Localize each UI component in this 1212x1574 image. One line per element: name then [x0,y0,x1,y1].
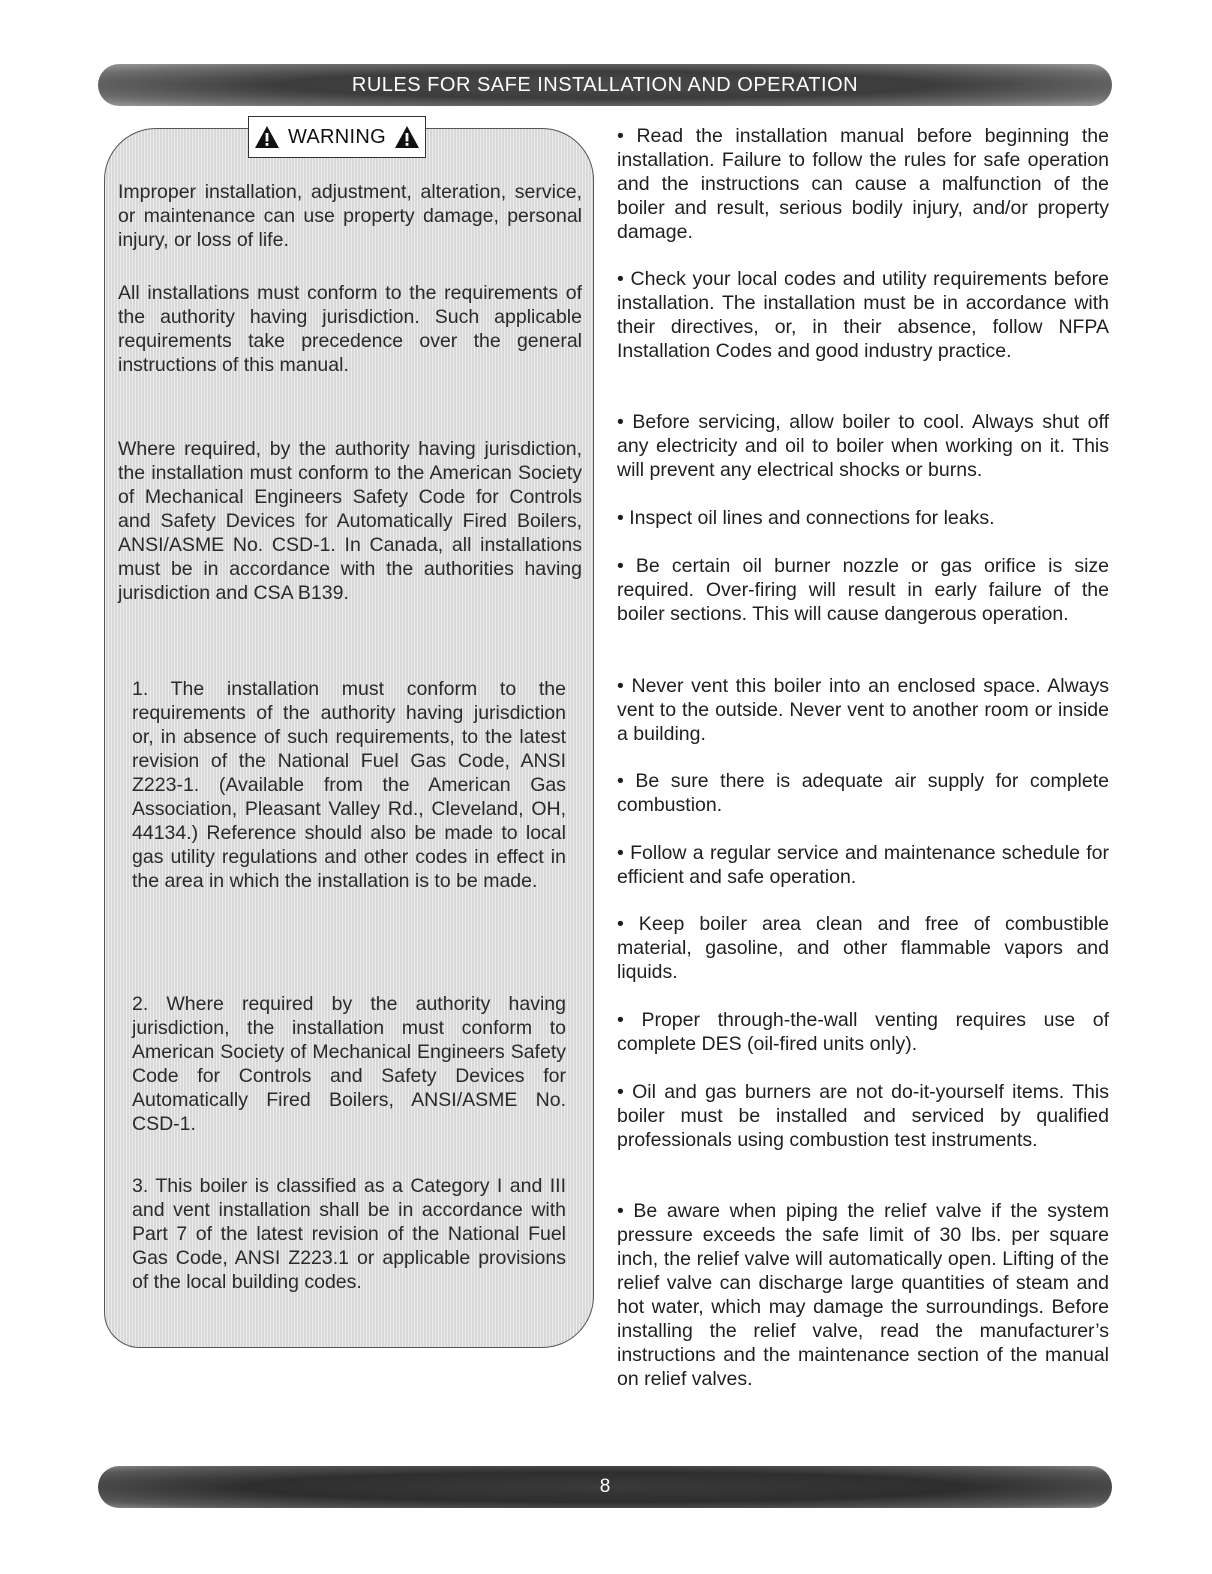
warning-list-item: 1. The installation must conform to the requirements of the authority having jurisdiction or, in absence of such requirements, to the latest revision of the National Fuel Gas Code, ANSI Z223-1. (Available from the American Gas Association, Pleasant Valley Rd., Cleveland, OH, 44134.) Reference should also be made to local gas utility regulations and other codes in effect in the area in which the installation is to be made. [132,678,566,892]
rule-item: • Before servicing, allow boiler to cool. Always shut off any electricity and oil to boiler when working on it. This will prevent any electrical shocks or burns. [617,411,1109,481]
warning-list-item: 2. Where required by the authority having jurisdiction, the installation must conform to American Society of Mechanical Engineers Safety Code for Controls and Safety Devices for Automatically Fired Boilers, ANSI/ASME No. CSD-1. [132,993,566,1135]
warning-list-item: 3. This boiler is classified as a Category I and III and vent installation shall be in accordance with Part 7 of the latest revision of the National Fuel Gas Code, ANSI Z223.1 or applicable provisions of the local building codes. [132,1175,566,1293]
warning-header [248,116,426,158]
rule-item: • Proper through-the-wall venting requires use of complete DES (oil-fired units only). [617,1009,1109,1055]
rule-item: • Be aware when piping the relief valve if the system pressure exceeds the safe limit of 30 lbs. per square inch, the relief valve will automatically open. Lifting of the relief valve can discharge large quantities of steam and hot water, which may damage the surroundings. Before installing the relief valve, read the manufacturer’s instructions and the maintenance section of the manual on relief valves. [617,1200,1109,1390]
warning-paragraph: All installations must conform to the requirements of the authority having jurisdiction. Such applicable requirements take precedence over the general instructions of this manual. [118,282,582,376]
section-banner [98,64,1112,106]
warning-paragraph: Improper installation, adjustment, alteration, service, or maintenance can use property damage, personal injury, or loss of life. [118,181,582,251]
warning-triangle-icon [254,125,280,149]
warning-paragraph: Where required, by the authority having jurisdiction, the installation must conform to the American Society of Mechanical Engineers Safety Code for Controls and Safety Devices for Automatically Fired Boilers, ANSI/ASME No. CSD-1. In Canada, all installations must be in accordance with the authorities having jurisdiction and CSA B139. [118,438,582,604]
rule-item: • Oil and gas burners are not do-it-yourself items. This boiler must be installed and serviced by qualified professionals using combustion test instruments. [617,1081,1109,1151]
rule-item: • Keep boiler area clean and free of combustible material, gasoline, and other flammable vapors and liquids. [617,913,1109,983]
rule-item: • Be certain oil burner nozzle or gas orifice is size required. Over-firing will result in early failure of the boiler sections. This will cause dangerous operation. [617,555,1109,625]
rule-item: • Inspect oil lines and connections for leaks. [617,507,995,529]
section-title: RULES FOR SAFE INSTALLATION AND OPERATION [351,73,859,96]
warning-triangle-icon [394,125,420,149]
rule-item: • Read the installation manual before beginning the installation. Failure to follow the rules for safe operation and the instructions can cause a malfunction of the boiler and result, serious bodily injury, and/or property damage. [617,125,1109,243]
rule-item: • Be sure there is adequate air supply for complete combustion. [617,770,1109,816]
rule-item: • Check your local codes and utility requirements before installation. The installation must be in accordance with their directives, or, in their absence, follow NFPA Installation Codes and good industry practice. [617,268,1109,362]
footer-bar [98,1466,1112,1508]
warning-label: WARNING [287,125,387,148]
page-number: 8 [599,1476,611,1497]
rule-item: • Never vent this boiler into an enclosed space. Always vent to the outside. Never vent to another room or inside a building. [617,675,1109,745]
rule-item: • Follow a regular service and maintenance schedule for efficient and safe operation. [617,842,1109,888]
